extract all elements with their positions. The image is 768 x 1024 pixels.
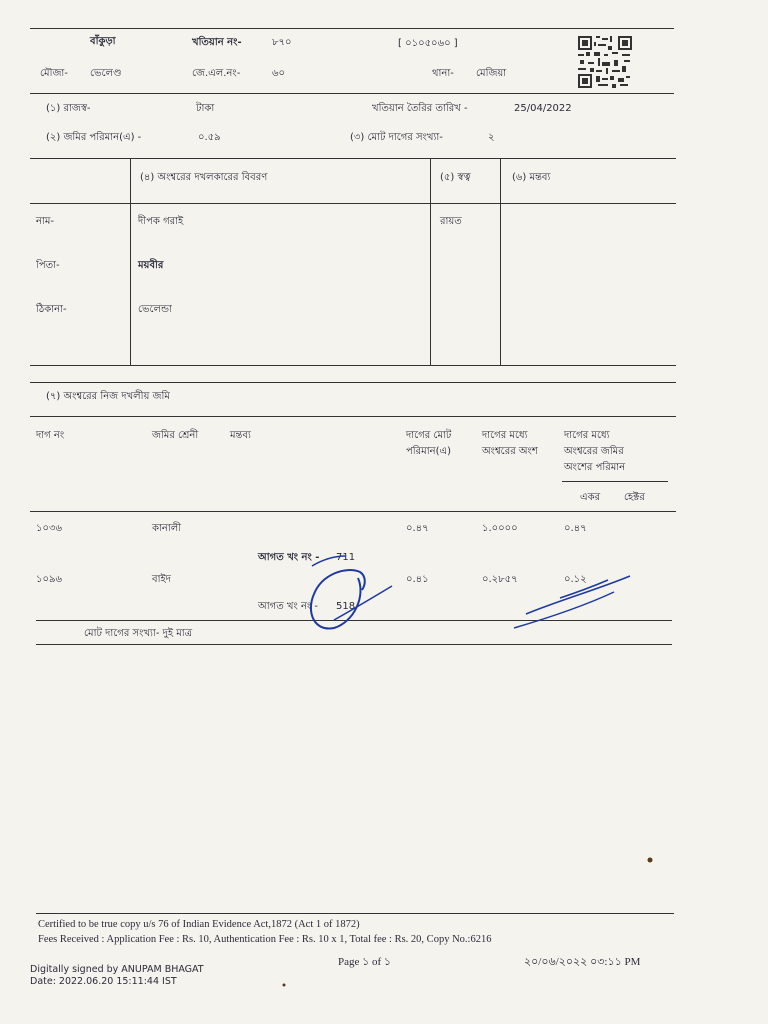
revenue-value: টাকা (196, 103, 215, 114)
hdr-unit-hectare: হেক্টর (624, 492, 645, 503)
total-plots-value: ২ (488, 132, 495, 143)
land-area-label: (২) জমির পরিমান(এ) - (46, 132, 142, 143)
plots-title: (৭) অংশ্বরের নিজ দখলীয় জমি (46, 391, 170, 402)
row1-incoming-no: 711 (336, 552, 356, 563)
row2-incoming-no: 518 (336, 601, 356, 612)
jl-no: ৬০ (272, 68, 286, 79)
row1-incoming-label: আগত খং নং - (258, 552, 320, 563)
occupant-col-sep-1 (130, 158, 131, 365)
hdr-share-1: দাগের মধ্যে (482, 430, 528, 441)
created-date: 25/04/2022 (514, 103, 572, 114)
digital-signature-name: Digitally signed by ANUPAM BHAGAT (30, 964, 204, 975)
address-label: ঠিকানা- (36, 304, 67, 315)
certified-text: Certified to be true copy u/s 76 of Indian Evidence Act,1872 (Act 1 of 1872) (38, 919, 360, 930)
row2-share-area: ০.১২ (564, 574, 587, 585)
district: বাঁকুড়া (90, 36, 116, 47)
row1-share-area: ০.৪৭ (564, 523, 587, 534)
hdr-share-area-3: অংশের পরিমান (564, 462, 626, 473)
revenue-label: (১) রাজস্ব- (46, 103, 91, 114)
mouza-label: মৌজা- (40, 68, 68, 79)
plots-bottom-rule (36, 644, 672, 645)
row1-share: ১.০০০০ (482, 523, 518, 534)
row2-total-area: ০.৪১ (406, 574, 429, 585)
row1-land-class: কানালী (152, 523, 182, 534)
occupant-table-top (30, 158, 676, 159)
jl-label: জে.এল.নং- (192, 68, 241, 79)
khatian-label: খতিয়ান নং- (192, 37, 242, 48)
ink-speck (648, 858, 653, 863)
digital-signature-date: Date: 2022.06.20 15:11:44 IST (30, 976, 177, 987)
hdr-plot-no: দাগ নং (36, 430, 65, 441)
row2-share: ০.২৮৫৭ (482, 574, 518, 585)
plots-top-rule (30, 382, 676, 383)
row2-incoming-label: আগত খং নং - (258, 601, 319, 612)
col-header-right: (৫) স্বত্ব (440, 172, 471, 183)
col-header-details: (৪) অংশ্বরের দখলকারের বিবরণ (140, 172, 268, 183)
father-value: ময়বীর (138, 260, 164, 271)
occupant-col-sep-3 (500, 158, 501, 365)
row1-total-area: ০.৪৭ (406, 523, 429, 534)
total-plots-text: মোট দাগের সংখ্যা- দুই মাত্র (84, 628, 193, 639)
occupant-col-sep-2 (430, 158, 431, 365)
plots-total-rule (36, 620, 672, 621)
col-header-remarks: (৬) মন্তব্য (512, 172, 551, 183)
land-area-value: ০.৫৯ (198, 132, 221, 143)
hdr-total-area-1: দাগের মোট (406, 430, 452, 441)
footer-rule (36, 913, 674, 914)
ink-speck (283, 984, 286, 987)
unit-rule (562, 481, 668, 482)
hdr-remarks: মন্তব্য (230, 430, 251, 441)
plots-title-rule (30, 416, 676, 417)
row1-plot-no: ১০৩৬ (36, 523, 62, 534)
form-code: [ ০১০৫০৬০ ] (398, 38, 458, 49)
thana-label: থানা- (432, 68, 454, 79)
header-rule (30, 93, 674, 94)
hdr-share-area-2: অংশ্বরের জমির (564, 446, 624, 457)
name-label: নাম- (36, 216, 55, 227)
occupant-header-rule (30, 203, 676, 204)
khatian-no: ৮৭০ (272, 37, 292, 48)
total-plots-label: (৩) মোট দাগের সংখ্যা- (350, 132, 443, 143)
fees-text: Fees Received : Application Fee : Rs. 10, Authentication Fee : Rs. 10 x 1, Total fee : Rs. 20, Copy No.:6216 (38, 934, 492, 945)
occupant-table-bottom (30, 365, 676, 366)
hdr-share-area-1: দাগের মধ্যে (564, 430, 610, 441)
print-datetime: ২০/০৬/২০২২ ০৩:১১ PM (524, 956, 641, 968)
hdr-unit-acre: একর (580, 492, 601, 503)
created-label: খতিয়ান তৈরির তারিখ - (372, 103, 468, 114)
row2-plot-no: ১০৯৬ (36, 574, 62, 585)
qr-code (578, 36, 632, 88)
plots-header-rule (30, 511, 676, 512)
address-value: ভেলেন্ডা (138, 304, 172, 315)
father-label: পিতা- (36, 260, 60, 271)
hdr-land-class: জমির শ্রেনী (152, 430, 199, 441)
hdr-share-2: অংশ্বরের অংশ (482, 446, 538, 457)
page-number: Page ১ of ১ (338, 956, 392, 968)
row2-land-class: বাইদ (152, 574, 171, 585)
thana-value: মেজিয়া (476, 68, 507, 79)
top-rule (30, 28, 674, 29)
right-value: রায়ত (440, 216, 462, 227)
mouza-value: ভেলেণ্ড (90, 68, 122, 79)
hdr-total-area-2: পরিমান(এ) (406, 446, 451, 457)
name-value: দীপক গরাই (138, 216, 184, 227)
